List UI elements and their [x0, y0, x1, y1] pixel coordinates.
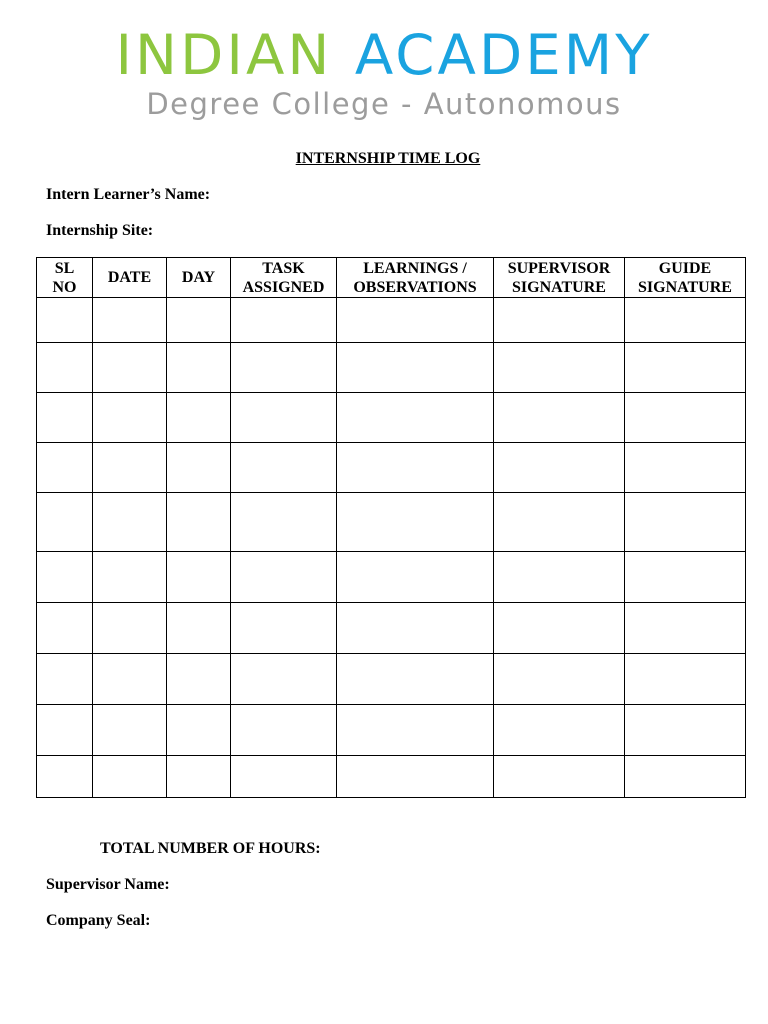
- table-cell[interactable]: [337, 552, 494, 603]
- table-cell[interactable]: [93, 443, 167, 493]
- table-cell[interactable]: [337, 298, 494, 343]
- table-body: [37, 298, 746, 798]
- table-cell[interactable]: [337, 705, 494, 756]
- table-cell[interactable]: [625, 493, 746, 552]
- table-cell[interactable]: [231, 654, 337, 705]
- table-cell[interactable]: [494, 705, 625, 756]
- table-cell[interactable]: [93, 705, 167, 756]
- table-cell[interactable]: [167, 493, 231, 552]
- table-row: [37, 603, 746, 654]
- col-header-day: DAY: [167, 258, 231, 298]
- table-cell[interactable]: [167, 443, 231, 493]
- logo-wordmark: [0, 24, 768, 86]
- table-cell[interactable]: [231, 603, 337, 654]
- document-title: INTERNSHIP TIME LOG: [295, 150, 481, 167]
- table-cell[interactable]: [37, 443, 93, 493]
- table-cell[interactable]: [337, 493, 494, 552]
- table-cell[interactable]: [625, 443, 746, 493]
- table-row: [37, 393, 746, 443]
- table-cell[interactable]: [231, 298, 337, 343]
- table-cell[interactable]: [93, 298, 167, 343]
- table-cell[interactable]: [93, 654, 167, 705]
- table-cell[interactable]: [37, 603, 93, 654]
- table-cell[interactable]: [37, 654, 93, 705]
- intern-name-label: Intern Learner’s Name:: [46, 186, 211, 203]
- table-cell[interactable]: [337, 603, 494, 654]
- time-log-table: [36, 257, 746, 798]
- table-cell[interactable]: [167, 552, 231, 603]
- table-cell[interactable]: [167, 705, 231, 756]
- table-cell[interactable]: [231, 443, 337, 493]
- table-cell[interactable]: [625, 298, 746, 343]
- table-cell[interactable]: [494, 493, 625, 552]
- table-cell[interactable]: [625, 654, 746, 705]
- table-cell[interactable]: [494, 343, 625, 393]
- table-cell[interactable]: [625, 756, 746, 798]
- table-row: [37, 552, 746, 603]
- college-logo: [0, 24, 768, 121]
- logo-word-academy: ACADEMY: [354, 23, 653, 87]
- col-header-date: DATE: [93, 258, 167, 298]
- table-cell[interactable]: [93, 552, 167, 603]
- table-cell[interactable]: [494, 443, 625, 493]
- table-cell[interactable]: [93, 343, 167, 393]
- table-row: [37, 654, 746, 705]
- table-cell[interactable]: [93, 493, 167, 552]
- table-cell[interactable]: [337, 756, 494, 798]
- table-cell[interactable]: [167, 393, 231, 443]
- table-cell[interactable]: [337, 343, 494, 393]
- table-cell[interactable]: [37, 393, 93, 443]
- total-hours-label: TOTAL NUMBER OF HOURS:: [100, 840, 321, 857]
- table-cell[interactable]: [337, 443, 494, 493]
- table-cell[interactable]: [93, 756, 167, 798]
- table-row: [37, 298, 746, 343]
- table-cell[interactable]: [231, 493, 337, 552]
- table-row: [37, 443, 746, 493]
- table-cell[interactable]: [494, 603, 625, 654]
- table-cell[interactable]: [167, 298, 231, 343]
- table-cell[interactable]: [167, 654, 231, 705]
- table-row: [37, 343, 746, 393]
- table-cell[interactable]: [231, 552, 337, 603]
- table-cell[interactable]: [494, 552, 625, 603]
- logo-word-indian: INDIAN: [115, 23, 333, 87]
- col-header-supervisor-signature: SUPERVISOR SIGNATURE: [494, 258, 625, 298]
- table-cell[interactable]: [231, 343, 337, 393]
- logo-subtitle: Degree College - Autonomous: [146, 87, 622, 121]
- table-cell[interactable]: [494, 654, 625, 705]
- table-cell[interactable]: [37, 493, 93, 552]
- table-cell[interactable]: [625, 705, 746, 756]
- table-cell[interactable]: [37, 756, 93, 798]
- table-cell[interactable]: [37, 552, 93, 603]
- col-header-task-assigned: TASK ASSIGNED: [231, 258, 337, 298]
- internship-site-label: Internship Site:: [46, 222, 154, 239]
- table-cell[interactable]: [337, 654, 494, 705]
- col-header-guide-signature: GUIDE SIGNATURE: [625, 258, 746, 298]
- table-cell[interactable]: [37, 705, 93, 756]
- table-cell[interactable]: [625, 603, 746, 654]
- table-cell[interactable]: [625, 343, 746, 393]
- table-cell[interactable]: [167, 756, 231, 798]
- table-row: [37, 493, 746, 552]
- table-row: [37, 705, 746, 756]
- table-cell[interactable]: [337, 393, 494, 443]
- col-header-learnings: LEARNINGS / OBSERVATIONS: [337, 258, 494, 298]
- table-cell[interactable]: [494, 393, 625, 443]
- company-seal-label: Company Seal:: [46, 912, 151, 929]
- table-cell[interactable]: [93, 603, 167, 654]
- table-cell[interactable]: [625, 393, 746, 443]
- table-cell[interactable]: [231, 393, 337, 443]
- table-cell[interactable]: [167, 343, 231, 393]
- table-cell[interactable]: [37, 343, 93, 393]
- table-cell[interactable]: [231, 756, 337, 798]
- table-cell[interactable]: [625, 552, 746, 603]
- table-cell[interactable]: [167, 603, 231, 654]
- table-cell[interactable]: [37, 298, 93, 343]
- supervisor-name-label: Supervisor Name:: [46, 876, 170, 893]
- table-cell[interactable]: [93, 393, 167, 443]
- col-header-sl-no: SL NO: [37, 258, 93, 298]
- table-cell[interactable]: [231, 705, 337, 756]
- table-row: [37, 756, 746, 798]
- table-cell[interactable]: [494, 756, 625, 798]
- table-cell[interactable]: [494, 298, 625, 343]
- table-header-row: [37, 258, 746, 298]
